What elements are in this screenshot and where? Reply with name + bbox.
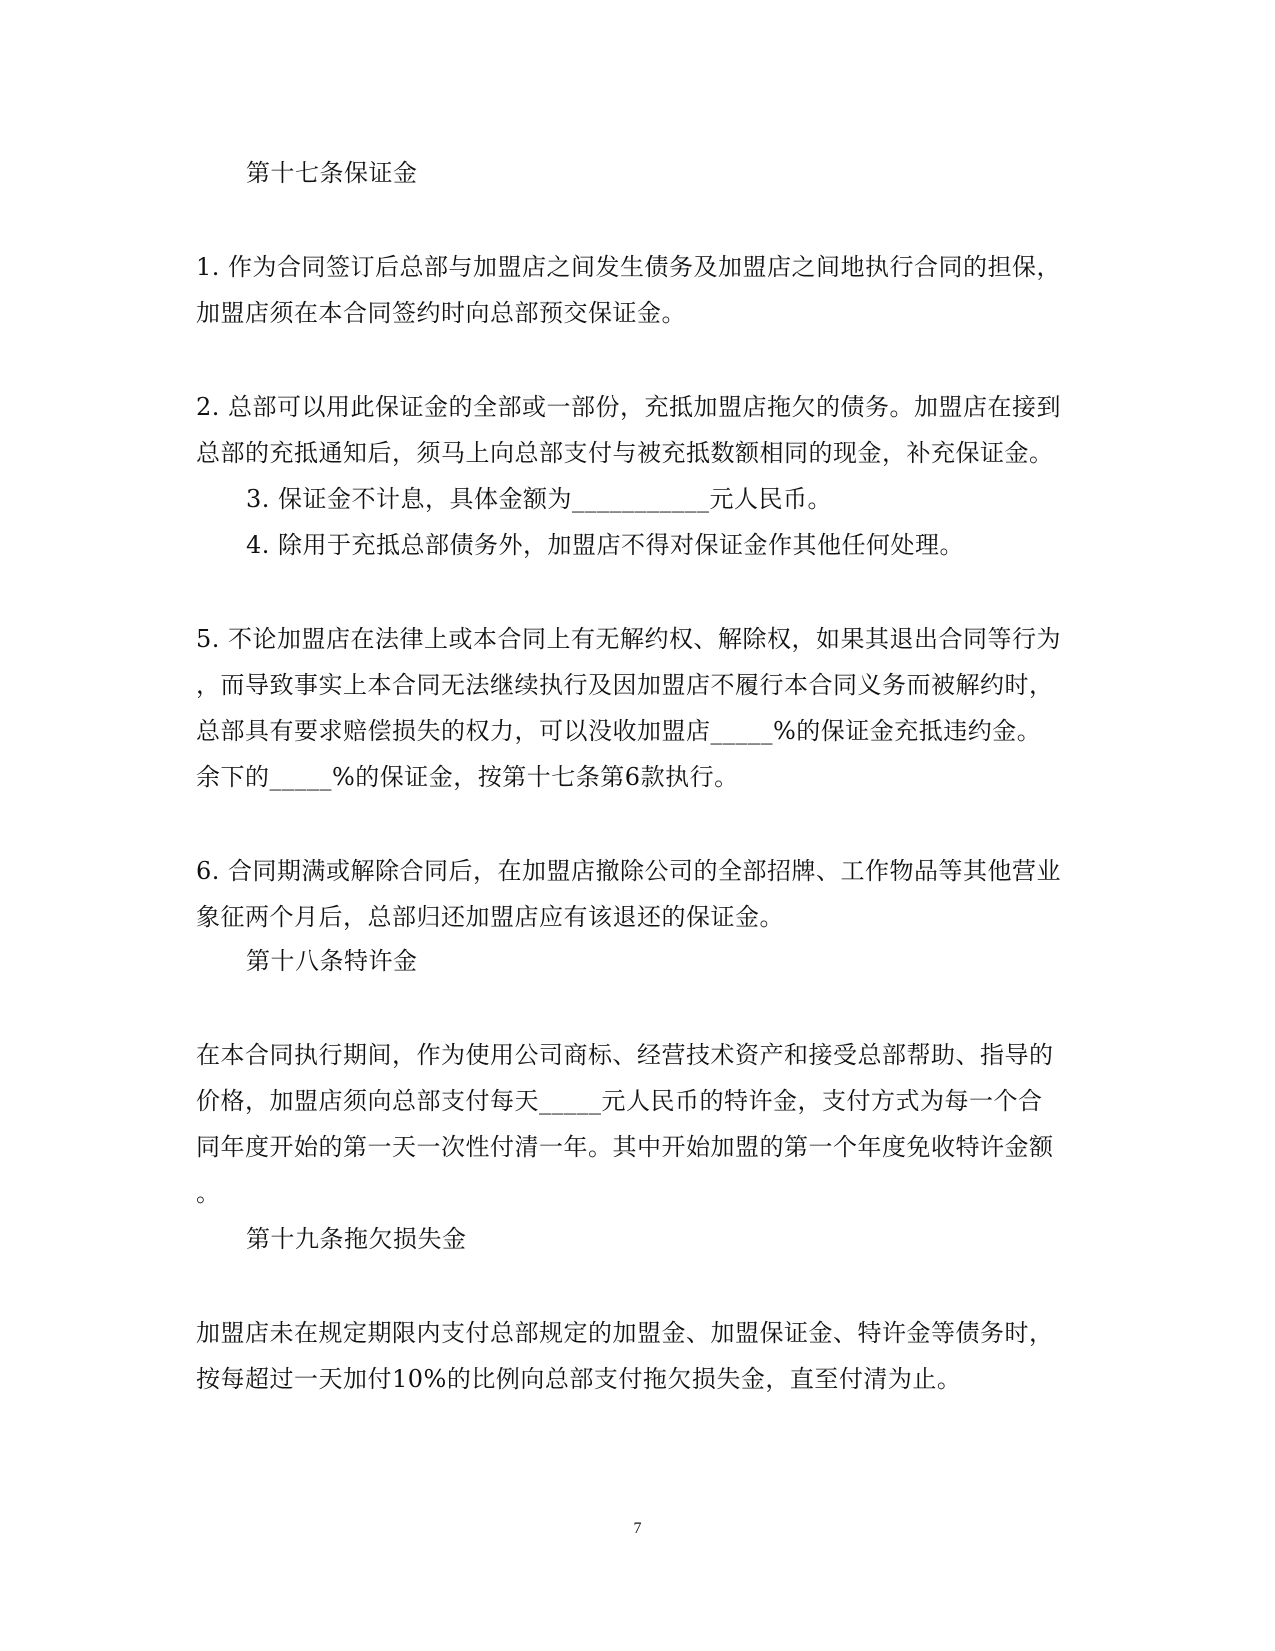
- paragraph-line: 1. 作为合同签订后总部与加盟店之间发生债务及加盟店之间地执行合同的担保，: [196, 253, 1062, 281]
- paragraph-line: 同年度开始的第一天一次性付清一年。其中开始加盟的第一个年度免收特许金额: [196, 1133, 1054, 1161]
- paragraph-line: ，而导致事实上本合同无法继续执行及因加盟店不履行本合同义务而被解约时，: [196, 671, 1054, 699]
- paragraph-line: 5. 不论加盟店在法律上或本合同上有无解约权、解除权，如果其退出合同等行为: [196, 625, 1062, 653]
- article-17-heading: 第十七条保证金: [246, 159, 418, 187]
- paragraph-line: 6. 合同期满或解除合同后，在加盟店撤除公司的全部招牌、工作物品等其他营业: [196, 857, 1062, 885]
- paragraph-line: 2. 总部可以用此保证金的全部或一部份，充抵加盟店拖欠的债务。加盟店在接到: [196, 393, 1062, 421]
- paragraph-line: 总部的充抵通知后，须马上向总部支付与被充抵数额相同的现金，补充保证金。: [196, 439, 1054, 467]
- paragraph-line: 加盟店未在规定期限内支付总部规定的加盟金、加盟保证金、特许金等债务时，: [196, 1319, 1054, 1347]
- page-number: 7: [633, 1520, 642, 1537]
- paragraph-line: 象征两个月后，总部归还加盟店应有该退还的保证金。: [196, 903, 784, 931]
- paragraph-line: 4. 除用于充抵总部债务外，加盟店不得对保证金作其他任何处理。: [246, 531, 965, 559]
- paragraph-line: 。: [196, 1179, 221, 1207]
- article-18-heading: 第十八条特许金: [246, 947, 418, 975]
- paragraph-line: 余下的_____%的保证金，按第十七条第6款执行。: [196, 763, 739, 791]
- paragraph-line: 按每超过一天加付10%的比例向总部支付拖欠损失金，直至付清为止。: [196, 1365, 962, 1393]
- paragraph-line: 价格，加盟店须向总部支付每天_____元人民币的特许金，支付方式为每一个合: [196, 1087, 1043, 1115]
- paragraph-line: 3. 保证金不计息，具体金额为___________元人民币。: [246, 485, 833, 513]
- paragraph-line: 加盟店须在本合同签约时向总部预交保证金。: [196, 299, 686, 327]
- article-19-heading: 第十九条拖欠损失金: [246, 1225, 467, 1253]
- paragraph-line: 总部具有要求赔偿损失的权力，可以没收加盟店_____%的保证金充抵违约金。: [196, 717, 1042, 745]
- paragraph-line: 在本合同执行期间，作为使用公司商标、经营技术资产和接受总部帮助、指导的: [196, 1041, 1054, 1069]
